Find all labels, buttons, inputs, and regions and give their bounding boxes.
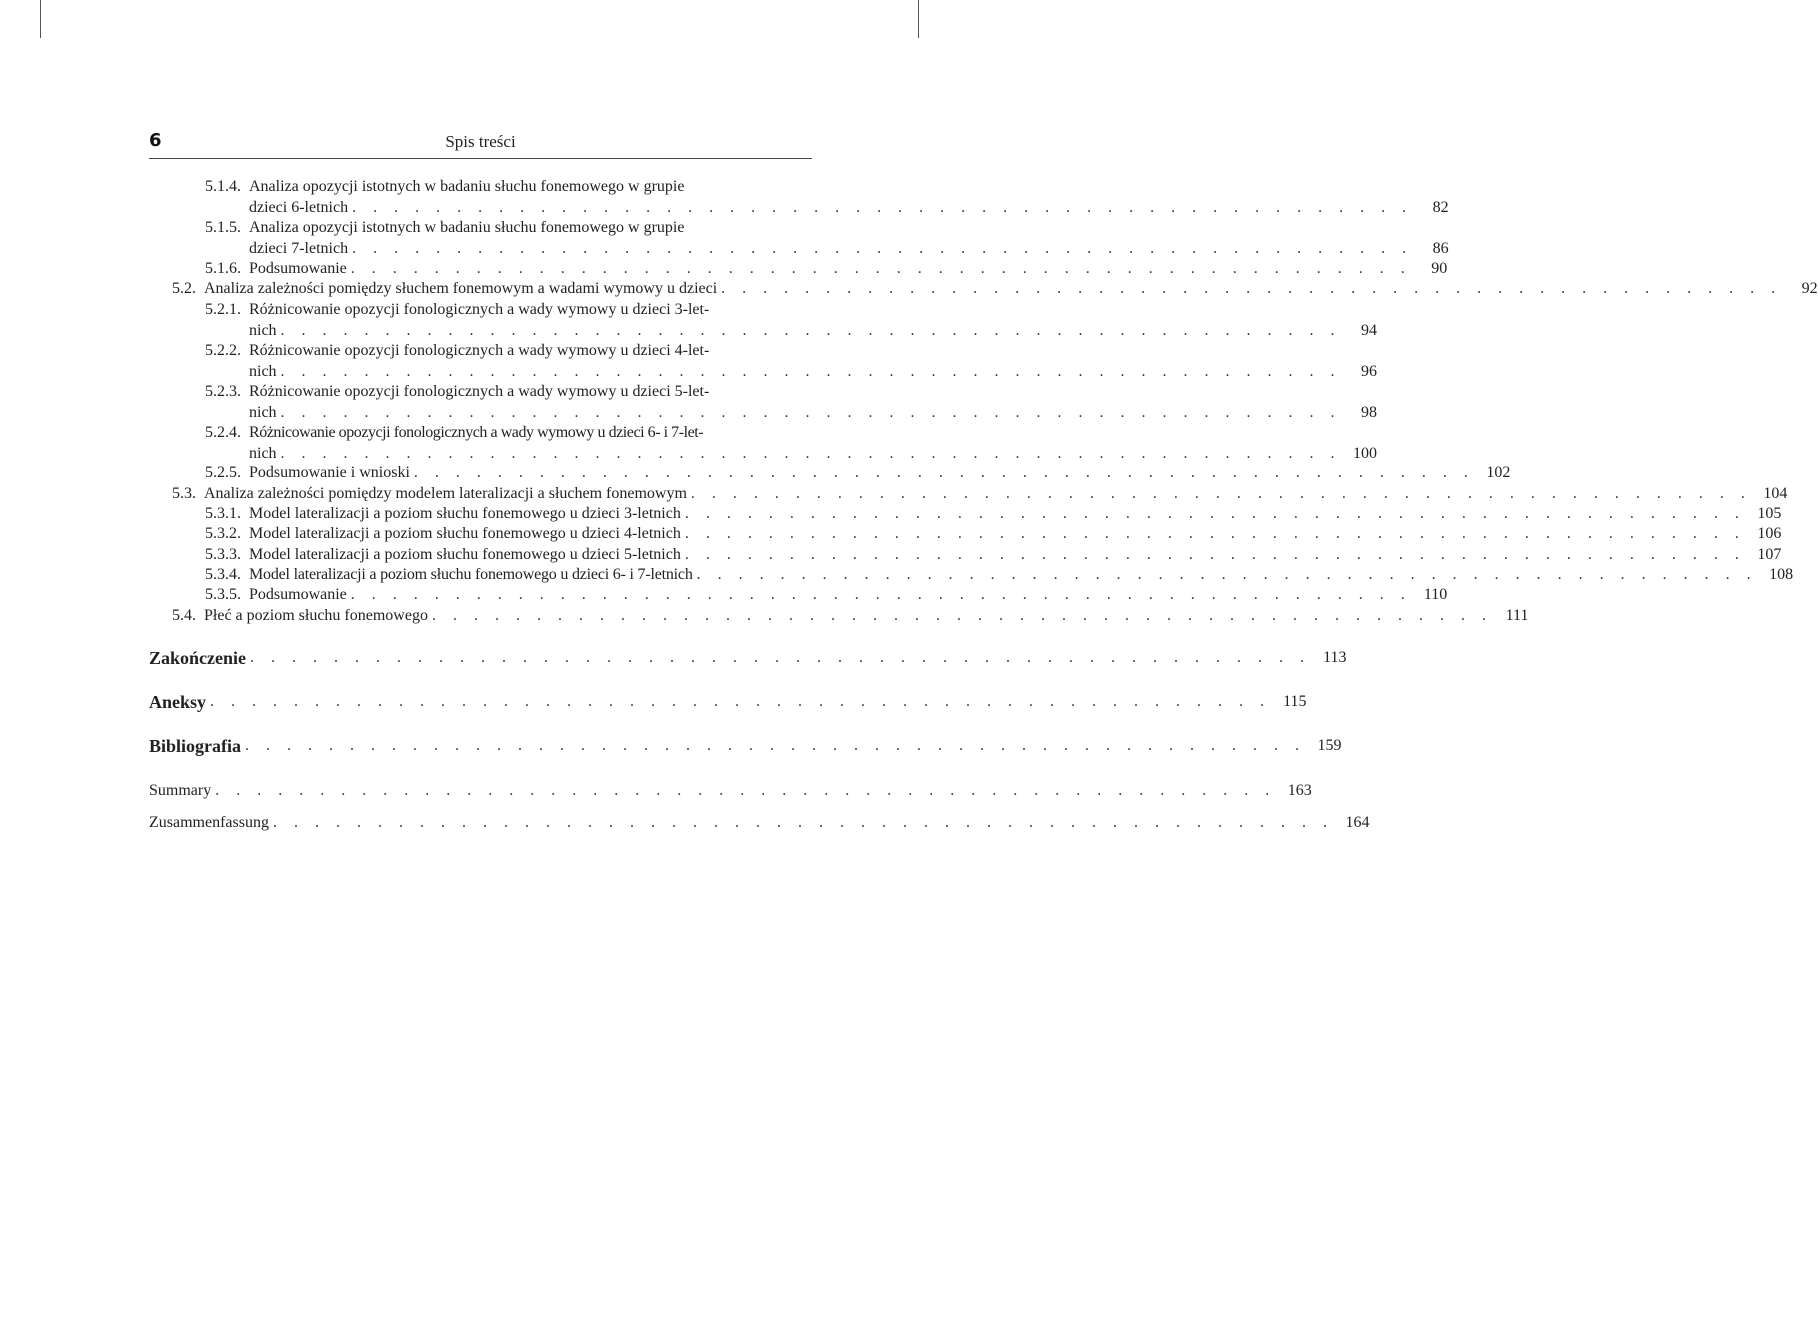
page-header [149,130,812,159]
toc-entry-5-3[interactable] [172,484,1788,505]
toc-entry-title: Model lateralizacji a poziom słuchu fonemowego u dzieci 5-letnich [249,546,681,563]
toc-entry-title: Bibliografia [149,736,242,756]
toc-entry-5-3-1[interactable] [205,504,1782,525]
toc-entry-title: Płeć a poziom słuchu fonemowego [204,607,428,624]
toc-leader-dots: . . . . . . . . . . . . . . . . . . . . . . . . . . . . . . . . . . . . . . . . . . . . . . . . . . . [215,782,1276,799]
toc-leader-dots: . . . . . . . . . . . . . . . . . . . . . . . . . . . . . . . . . . . . . . . . . . . . . . . . . . . [690,485,1752,502]
toc-entry-5-2-5[interactable] [205,463,1511,484]
toc-leader-dots: . . . . . . . . . . . . . . . . . . . . . . . . . . . . . . . . . . . . . . . . . . . . . . . . . . . [280,403,1342,421]
toc-entry-number: 5.2.2. [205,342,241,359]
toc-entry-title: Summary [149,782,212,799]
toc-entry-title-continued: nich [249,444,277,462]
toc-entry-5-2[interactable] [172,279,1818,300]
toc-page-number: 113 [1323,649,1347,666]
toc-entry-title-continued: nich [249,321,277,339]
toc-entry-title-continued: nich [249,362,277,380]
toc-page-number: 108 [1769,566,1794,583]
toc-entry-number: 5.1.5. [205,219,241,236]
toc-entry-zusammenfassung[interactable] [149,813,1370,834]
toc-entry-aneksy[interactable] [149,692,1307,716]
toc-entry-title: Aneksy [149,692,207,712]
toc-page-number: 100 [1353,444,1378,462]
toc-entry-5-3-3[interactable] [205,545,1782,566]
toc-leader-dots: . . . . . . . . . . . . . . . . . . . . . . . . . . . . . . . . . . . . . . . . . . . . . . . . . . . [280,444,1342,462]
toc-entry-title: Różnicowanie opozycji fonologicznych a wady wymowy u dzieci 6- i 7-let- [249,424,704,441]
running-title: Spis treści [445,132,516,151]
toc-page-number: 106 [1757,525,1782,542]
toc-entry-title: Analiza opozycji istotnych w badaniu słuchu fonemowego w grupie [249,178,685,195]
crop-mark-right [918,0,919,38]
toc-entry-title: Różnicowanie opozycji fonologicznych a wady wymowy u dzieci 5-let- [249,383,710,400]
toc-entry-number: 5.3.2. [205,525,241,542]
toc-entry-5-3-4[interactable] [205,565,1794,586]
toc-leader-dots: . . . . . . . . . . . . . . . . . . . . . . . . . . . . . . . . . . . . . . . . . . . . . . . . . . . [280,362,1342,380]
toc-page-number: 163 [1287,782,1312,799]
toc-entry-number: 5.3.3. [205,546,241,563]
toc-page-number: 107 [1757,546,1782,563]
toc-page-number: 96 [1361,362,1378,380]
toc-leader-dots: . . . . . . . . . . . . . . . . . . . . . . . . . . . . . . . . . . . . . . . . . . . . . . . . . . . [721,280,1782,297]
toc-leader-dots: . . . . . . . . . . . . . . . . . . . . . . . . . . . . . . . . . . . . . . . . . . . . . . . . . . . [684,546,1746,563]
toc-page-number: 115 [1283,693,1307,710]
toc-page-number: 164 [1345,814,1370,831]
toc-page-number: 86 [1432,239,1449,257]
toc-entry-title: Analiza opozycji istotnych w badaniu słuchu fonemowego w grupie [249,219,685,236]
toc-entry-number: 5.2.4. [205,424,241,441]
toc-entry-5-2-1[interactable] [205,300,1378,341]
toc-entry-title: Model lateralizacji a poziom słuchu fonemowego u dzieci 3-letnich [249,505,681,522]
toc-entry-title: Analiza zależności pomiędzy modelem lateralizacji a słuchem fonemowym [204,485,687,502]
page-number: 6 [149,130,162,151]
toc-page-number: 92 [1801,280,1818,297]
toc-leader-dots: . . . . . . . . . . . . . . . . . . . . . . . . . . . . . . . . . . . . . . . . . . . . . . . . . . . [431,607,1493,624]
toc-entry-5-2-3[interactable] [205,382,1378,423]
toc-leader-dots: . . . . . . . . . . . . . . . . . . . . . . . . . . . . . . . . . . . . . . . . . . . . . . . . . . . [352,239,1413,257]
toc-leader-dots: . . . . . . . . . . . . . . . . . . . . . . . . . . . . . . . . . . . . . . . . . . . . . . . . . . . [413,464,1475,481]
toc-entry-number: 5.3. [172,485,196,502]
toc-page-number: 102 [1486,464,1511,481]
toc-entry-5-2-4[interactable] [205,423,1378,464]
toc-entry-title: Różnicowanie opozycji fonologicznych a wady wymowy u dzieci 4-let- [249,342,710,359]
toc-entry-number: 5.3.4. [205,566,241,583]
toc-entry-number: 5.4. [172,607,196,624]
toc-entry-title: Różnicowanie opozycji fonologicznych a wady wymowy u dzieci 3-let- [249,301,710,318]
toc-entry-summary[interactable] [149,781,1312,802]
toc-entry-zakonczenie[interactable] [149,648,1347,672]
toc-entry-number: 5.1.4. [205,178,241,195]
toc-leader-dots: . . . . . . . . . . . . . . . . . . . . . . . . . . . . . . . . . . . . . . . . . . . . . . . . . . . [352,198,1413,216]
toc-entry-5-3-2[interactable] [205,524,1782,545]
toc-page-number: 104 [1763,485,1788,502]
toc-leader-dots: . . . . . . . . . . . . . . . . . . . . . . . . . . . . . . . . . . . . . . . . . . . . . . . . . . . [350,586,1412,603]
toc-entry-title-continued: dzieci 7-letnich [249,239,349,257]
toc-entry-title: Analiza zależności pomiędzy słuchem fonemowym a wadami wymowy u dzieci [204,280,718,297]
toc-entry-5-1-6[interactable] [205,259,1448,280]
toc-leader-dots: . . . . . . . . . . . . . . . . . . . . . . . . . . . . . . . . . . . . . . . . . . . . . . . . . . . [684,505,1746,522]
toc-entry-5-1-4[interactable] [205,177,1449,218]
toc-entry-number: 5.2.1. [205,301,241,318]
toc-entry-5-4[interactable] [172,606,1529,627]
toc-leader-dots: . . . . . . . . . . . . . . . . . . . . . . . . . . . . . . . . . . . . . . . . . . . . . . . . . . . [350,260,1412,277]
toc-leader-dots: . . . . . . . . . . . . . . . . . . . . . . . . . . . . . . . . . . . . . . . . . . . . . . . . . . . [684,525,1746,542]
toc-entry-title: Podsumowanie i wnioski [249,464,410,481]
toc-entry-title-continued: dzieci 6-letnich [249,198,349,216]
toc-leader-dots: . . . . . . . . . . . . . . . . . . . . . . . . . . . . . . . . . . . . . . . . . . . . . . . . . . . [696,566,1758,583]
toc-page-number: 159 [1317,737,1342,754]
toc-entry-number: 5.2.3. [205,383,241,400]
toc-entry-number: 5.2. [172,280,196,297]
toc-entry-bibliografia[interactable] [149,736,1342,760]
toc-leader-dots: . . . . . . . . . . . . . . . . . . . . . . . . . . . . . . . . . . . . . . . . . . . . . . . . . . . [272,814,1334,831]
toc-page-number: 82 [1432,198,1449,216]
toc-leader-dots: . . . . . . . . . . . . . . . . . . . . . . . . . . . . . . . . . . . . . . . . . . . . . . . . . . . [210,693,1271,710]
toc-entry-5-3-5[interactable] [205,585,1448,606]
toc-page-number: 111 [1505,607,1529,624]
toc-entry-5-1-5[interactable] [205,218,1449,259]
toc-entry-title-continued: nich [249,403,277,421]
toc-entry-5-2-2[interactable] [205,341,1378,382]
toc-entry-number: 5.3.1. [205,505,241,522]
toc-entry-number: 5.1.6. [205,260,241,277]
toc-page-number: 110 [1423,586,1448,603]
toc-page-number: 90 [1431,260,1448,277]
toc-entry-number: 5.2.5. [205,464,241,481]
toc-leader-dots: . . . . . . . . . . . . . . . . . . . . . . . . . . . . . . . . . . . . . . . . . . . . . . . . . . . [245,737,1306,754]
crop-mark-left [40,0,41,38]
toc-page-number: 98 [1361,403,1378,421]
toc-entry-title: Zakończenie [149,648,246,668]
toc-entry-number: 5.3.5. [205,586,241,603]
toc-page-number: 94 [1361,321,1378,339]
toc-leader-dots: . . . . . . . . . . . . . . . . . . . . . . . . . . . . . . . . . . . . . . . . . . . . . . . . . . . [280,321,1342,339]
toc-entry-title: Zusammenfassung [149,814,269,831]
toc-entry-title: Model lateralizacji a poziom słuchu fonemowego u dzieci 4-letnich [249,525,681,542]
toc-entry-title: Model lateralizacji a poziom słuchu fonemowego u dzieci 6- i 7-letnich [249,566,693,583]
toc-leader-dots: . . . . . . . . . . . . . . . . . . . . . . . . . . . . . . . . . . . . . . . . . . . . . . . . . . . [250,649,1311,666]
toc-page-number: 105 [1757,505,1782,522]
toc-entry-title: Podsumowanie [249,260,347,277]
toc-entry-title: Podsumowanie [249,586,347,603]
